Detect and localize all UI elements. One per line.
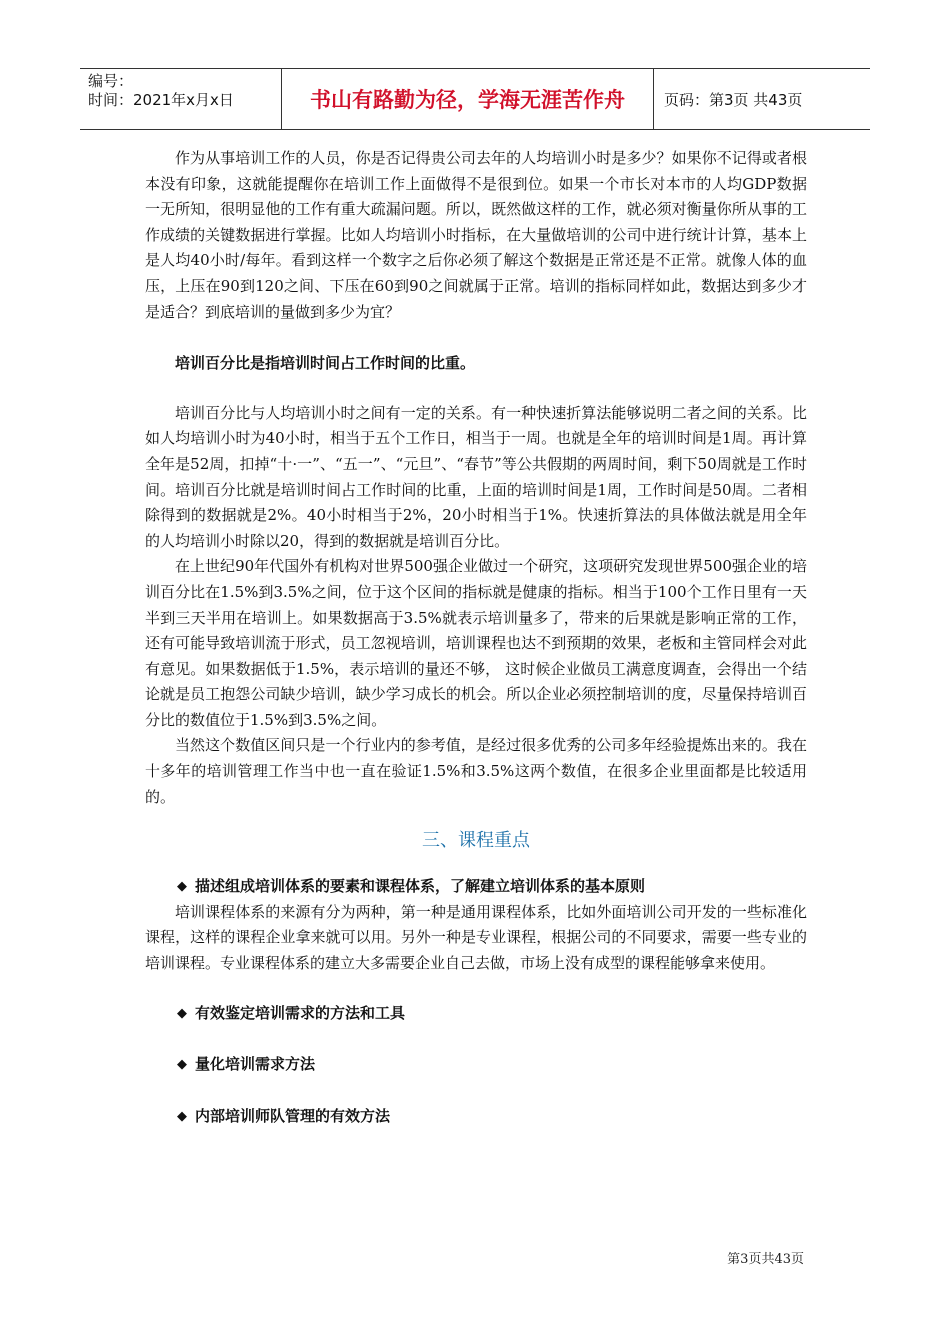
diamond-bullet-icon: ◆ [177, 1108, 187, 1124]
header-page-info: 页码：第3页 共43页 [664, 90, 803, 109]
paragraph-1: 作为从事培训工作的人员，你是否记得贵公司去年的人均培训小时是多少？如果你不记得或者根本没有印象，这就能提醒你在培训工作上面做得不是很到位。如果一个市长对本市的人均GDP数据一无所知，很明显他的工作有重大疏漏问题。所以，既然做这样的工作，就必须对衡量你所从事的工作成绩的关键数据进行掌握。比如人均培训小时指标，在大量做培训的公司中进行统计计算，基本上是人均40小时/每年。看到这样一个数字之后你必须了解这个数据是正常还是不正常。就像人体的血压，上压在90到120之间、下压在60到90之间就属于正常。培训的指标同样如此，数据达到多少才是适合？到底培训的量做到多少为宜？ [145, 149, 807, 321]
paragraph-4: 当然这个数值区间只是一个行业内的参考值，是经过很多优秀的公司多年经验提炼出来的。我在十多年的培训管理工作当中也一直在验证1.5%和3.5%这两个数值，在很多企业里面都是比较适用的。 [145, 736, 807, 806]
header-motto: 书山有路勤为径，学海无涯苦作舟 [282, 69, 654, 129]
bullet-item-2-label: 有效鉴定培训需求的方法和工具 [195, 1003, 406, 1022]
bullet-item-1 [145, 874, 807, 900]
diamond-bullet-icon: ◆ [177, 879, 187, 895]
diamond-bullet-icon: ◆ [177, 1005, 187, 1021]
paragraph-3: 在上世纪90年代国外有机构对世界500强企业做过一个研究，这项研究发现世界500强企业的培训百分比在1.5%到3.5%之间，位于这个区间的指标就是健康的指标。相当于100个工作日里有一天半到三天半用在培训上。如果数据高于3.5%就表示培训量多了，带来的后果就是影响正常的工作，还有可能导致培训流于形式，员工忽视培训，培训课程也达不到预期的效果，老板和主管同样会对此有意见。如果数据低于1.5%，表示培训的量还不够， 这时候企业做员工满意度调查，会得出一个结论就是员工抱怨公司缺少培训，缺少学习成长的机会。所以企业必须控制培训的度，尽量保持培训百分比的数值位于1.5%到3.5%之间。 [145, 557, 807, 729]
diamond-bullet-icon: ◆ [177, 1057, 187, 1073]
bullet-item-3-label: 量化培训需求方法 [195, 1055, 316, 1074]
bullet-item-4 [145, 1104, 807, 1130]
section-title: 三、课程重点 [422, 830, 530, 852]
bullet-item-2 [145, 1001, 807, 1027]
page-header [80, 68, 870, 130]
bullet-1-paragraph: 培训课程体系的来源有分为两种，第一种是通用课程体系，比如外面培训公司开发的一些标准化课程，这样的课程企业拿来就可以用。另外一种是专业课程，根据公司的不同要求，需要一些专业的培训课程。专业课程体系的建立大多需要企业自己去做，市场上没有成型的课程能够拿来使用。 [145, 902, 807, 973]
bullet-item-4-label: 内部培训师队管理的有效方法 [195, 1106, 391, 1125]
bullet-item-3 [145, 1052, 807, 1078]
page-footer: 第3页共43页 [727, 1252, 804, 1267]
bullet-item-1-label: 描述组成培训体系的要素和课程体系，了解建立培训体系的基本原则 [195, 877, 646, 896]
header-meta-cell [80, 69, 282, 129]
number-label: 编号： [88, 72, 134, 90]
paragraph-2: 培训百分比与人均培训小时之间有一定的关系。有一种快速折算法能够说明二者之间的关系。比如人均培训小时为40小时，相当于五个工作日，相当于一周。也就是全年的培训时间是1周。再计算全年是52周，扣掉“十·一”、“五一”、“元旦”、“春节”等公共假期的两周时间，剩下50周就是工作时间。培训百分比就是培训时间占工作时间的比重，上面的培训时间是1周，工作时间是50周。二者相除得到的数据就是2%。40小时相当于2%，20小时相当于1%。快速折算法的具体做法就是用全年的人均培训小时除以20，得到的数据就是培训百分比。 [145, 403, 807, 550]
bold-definition: 培训百分比是指培训时间占工作时间的比重。 [175, 354, 476, 373]
document-body [145, 146, 807, 1129]
date-label: 时间：2021年x月x日 [88, 91, 234, 109]
